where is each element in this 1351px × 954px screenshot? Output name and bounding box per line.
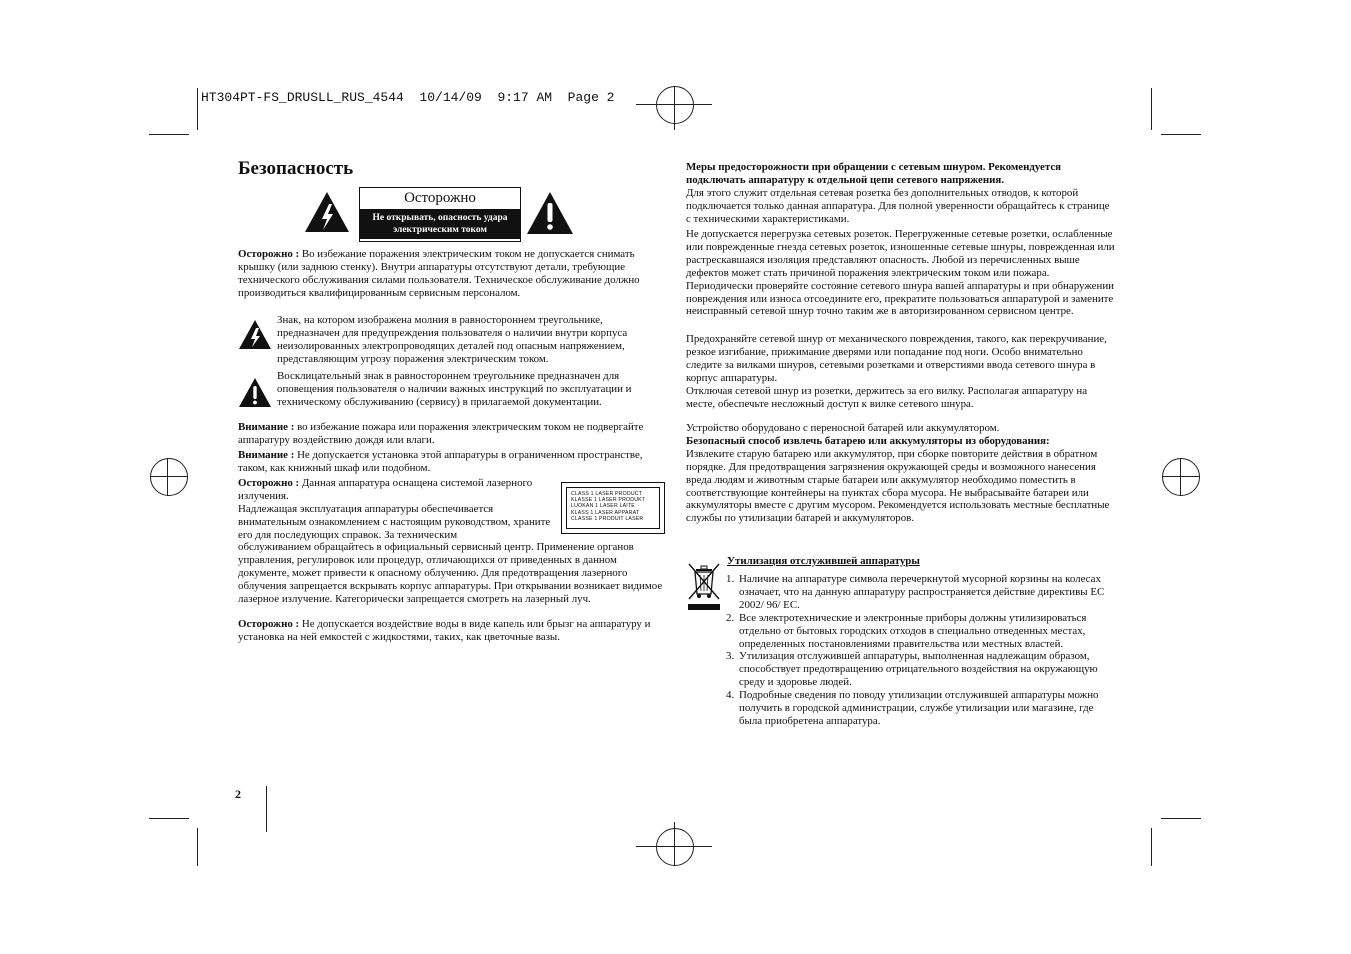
exclamation-symbol-explanation: Восклицательный знак в равностороннем треугольнике предназначен для оповещения пользователя о наличии важных инструкций по эксплуатации и техническому обслуживанию (сервису) в прилагаемой документации. — [277, 370, 632, 408]
list-item: 2. Все электротехнические и электронные приборы должны утилизироваться отдельно от бытовых городских отходов в специально отведенных местах, определенных постановлениями правительства или местных властей. — [726, 611, 1087, 650]
caution-label-laser: Осторожно : — [238, 477, 300, 489]
bolt-symbol-explanation: Знак, на котором изображена молния в равностороннем треугольнике, предназначен для предупреждения пользователя о наличии внутри корпуса неизолированных электропроводящих деталей под опасным напряжением, представляющим угрозу поражения электрическим током. — [277, 314, 628, 365]
list-item: 1. Наличие на аппаратуре символа перечеркнутой мусорной корзины на колесах означает, что на данную аппаратуру распространяется действие директивы ЕС 2002/ 96/ ЕС. — [726, 573, 1105, 611]
attention-label-2: Внимание : — [238, 449, 295, 461]
caution-text-2: электрическим током — [393, 225, 487, 235]
disposal-item-text: Подробные сведения по поводу утилизации отслужившей аппаратуры можно получить в городской администрации, службе утилизации или магазине, где была приобретена аппаратура. — [739, 689, 1099, 727]
battery-section — [686, 422, 1116, 525]
attention-text-2: Не допускается установка этой аппаратуры в ограниченном пространстве, таком, как книжный шкаф или подобном. — [238, 449, 643, 474]
laser-text-a: Данная аппаратура оснащена системой лазерного излучения. — [238, 477, 533, 502]
crossed-out-bin-icon — [686, 561, 722, 618]
list-item: 4. Подробные сведения по поводу утилизации отслужившей аппаратуры можно получить в городской администрации, службе утилизации или магазине, где была приобретена аппаратура. — [726, 689, 1099, 727]
exclamation-symbol-icon — [238, 377, 272, 413]
caution-label — [359, 187, 521, 242]
laser-label-line: CLASSE 1 PRODUIT LASER — [571, 515, 644, 522]
laser-label-line: LUOKAN 1 LASER LAITE — [571, 503, 635, 510]
attention-paragraph-1 — [238, 421, 662, 447]
attention-label-1: Внимание : — [238, 421, 295, 433]
attention-text-1: во избежание пожара или поражения электрическим током не подвергайте аппаратуру воздействию дождя или влаги. — [238, 421, 644, 446]
attention-paragraph-2 — [238, 449, 662, 475]
disposal-item-text: Наличие на аппаратуре символа перечеркнутой мусорной корзины на колесах означает, что на данную аппаратуру распространяется действие директивы ЕС 2002/ 96/ ЕС. — [739, 573, 1105, 611]
page-title: Безопасность — [238, 158, 354, 179]
power-cord-text-3: Предохраняйте сетевой шнур от механического повреждения, такого, как перекручивание, резкое изгибание, прижимание дверями или попадание под ноги. Особо внимательно следите за вилками шнуров, сетевыми розетками и отверстиями ввода сетевого шнура в корпус аппаратуры. — [686, 333, 1107, 384]
bolt-symbol-icon — [238, 319, 272, 355]
laser-label-line: KLASS 1 LASER APPARAT — [571, 509, 640, 516]
caution-label-water: Осторожно : — [238, 618, 300, 630]
battery-intro: Устройство оборудовано с переносной батарей или аккумулятором. — [686, 422, 1000, 434]
print-slug: HT304PT-FS_DRUSLL_RUS_4544 10/14/09 9:17 AM Page 2 — [201, 90, 615, 105]
water-caution-text: Не допускается воздействие воды в виде капель или брызг на аппаратуру и установка на ней емкостей с жидкостями, таких, как цветочные вазы. — [238, 618, 651, 643]
disposal-list — [726, 573, 1118, 728]
laser-class-label — [561, 482, 665, 534]
list-item: 3. Утилизация отслужившей аппаратуры, выполненная надлежащим образом, способствует предотвращению отрицательного воздействия на окружающую среду и здоровье людей. — [726, 650, 1098, 689]
caution-text-1: Не открывать, опасность удара — [372, 213, 508, 223]
water-caution-paragraph — [238, 618, 662, 644]
laser-label-line: KLASSE 1 LASER PRODUKT — [571, 497, 646, 504]
power-cord-section — [686, 161, 1116, 226]
laser-label-line: CLASS 1 LASER PRODUCT — [571, 491, 643, 497]
exclamation-warning-icon — [525, 190, 575, 241]
caution-text-1: Во избежание поражения электрическим током не допускается снимать крышку (или заднюю стенку). Внутри аппаратуры отсутствуют детали, требующие технического обслуживания силами пользователя. Техническое обслуживание должно производиться квалифицированным сервисным персоналом. — [238, 248, 640, 299]
power-cord-text-1: Для этого служит отдельная сетевая розетка без дополнительных отводов, к которой подключается только данная аппаратура. Для полной уверенности обращайтесь к странице с техническими характеристиками. — [686, 186, 1110, 225]
power-cord-text-4: Отключая сетевой шнур из розетки, держитесь за его вилку. Располагая аппаратуру на месте, обеспечьте несложный доступ к вилке сетевого шнура. — [686, 385, 1088, 410]
caution-title: Осторожно — [404, 190, 476, 206]
caution-label-1: Осторожно : — [238, 248, 300, 260]
lightning-warning-icon — [303, 190, 351, 239]
page-number: 2 — [235, 787, 241, 801]
battery-text: Извлеките старую батарею или аккумулятор, при сборке повторите действия в обратном порядке. Для предотвращения загрязнения окружающей среды и возможного нанесения вреда людям и животным старые батареи или аккумулятор необходимо поместить в соответствующие контейнеры на пунктах сбора мусора. Не выбрасывайте батареи или аккумуляторы вместе с другим мусором. Рекомендуется использовать местные бесплатные службы по утилизации батарей и аккумуляторов. — [686, 447, 1110, 525]
disposal-item-text: Утилизация отслужившей аппаратуры, выполненная надлежащим образом, способствует предотвращению отрицательного воздействия на окружающую среду и здоровье людей. — [739, 650, 1098, 689]
disposal-heading: Утилизация отслужившей аппаратуры — [727, 555, 920, 567]
laser-text-continued: обслуживанием обращайтесь в официальный сервисный центр. Применение органов управления, регулировок или процедур, отличающихся от приведенных в данном документе, может привести к опасному облучению. Для предотвращения лазерного облучения запрещается вскрывать корпус аппаратуры. При открывании возникает видимое лазерное излучение. Категорически запрещается смотреть на лазерный луч. — [238, 541, 663, 605]
laser-caution-paragraph — [238, 477, 554, 542]
caution-paragraph-1 — [238, 248, 662, 300]
power-cord-heading: Меры предосторожности при обращении с сетевым шнуром. Рекомендуется подключать аппаратуру к отдельной цепи сетевого напряжения. — [686, 161, 1062, 186]
laser-text-b: Надлежащая эксплуатация аппаратуры обеспечивается внимательным ознакомлением с настоящим руководством, храните его для последующих справок. За техническим — [238, 502, 551, 541]
battery-heading: Безопасный способ извлечь батарею или аккумуляторы из оборудования: — [686, 434, 1050, 447]
disposal-item-text: Все электротехнические и электронные приборы должны утилизироваться отдельно от бытовых городских отходов в специально отведенных местах, определенных постановлениями правительства или местных властей. — [739, 611, 1087, 650]
power-cord-text-2: Не допускается перегрузка сетевых розеток. Перегруженные сетевые розетки, ослабленные или поврежденные гнезда сетевых розеток, изношенные сетевые шнуры, поврежденная или растрескавшаяся изоляция представляют опасность. Любой из перечисленных выше дефектов может стать причиной поражения электрическим током или пожара. Периодически проверяйте состояние сетевого шнура вашей аппаратуры и при обнаружении повреждения или износа отсоедините его, прекратите пользоваться аппаратурой и замените неисправный сетевой шнур точно таким же в авторизированном сервисном центре. — [686, 228, 1115, 318]
